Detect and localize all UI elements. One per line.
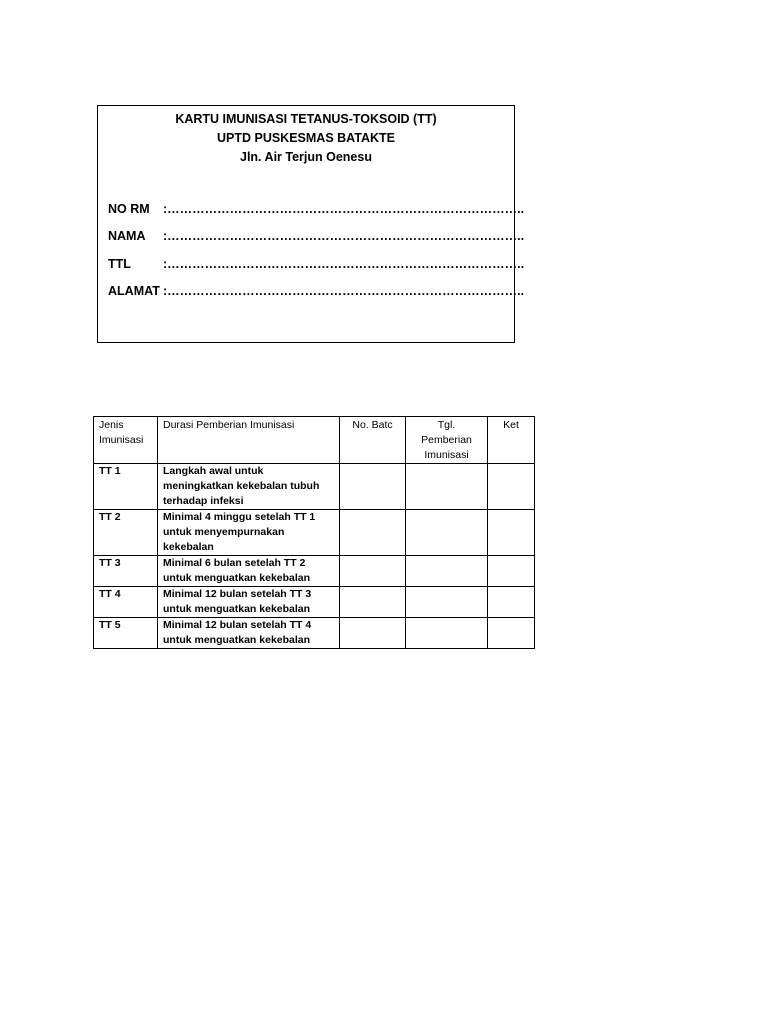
immunization-card xyxy=(97,105,525,343)
cell-durasi: Langkah awal untuk meningkatkan kekebalan tubuh terhadap infeksi xyxy=(158,464,340,510)
header-batch: No. Batc xyxy=(340,417,406,464)
cell-batch[interactable] xyxy=(340,618,406,649)
cell-tgl[interactable] xyxy=(406,587,488,618)
field-value: :………………………………………………………………………….. xyxy=(163,257,525,271)
cell-durasi: Minimal 12 bulan setelah TT 4 untuk menguatkan kekebalan xyxy=(158,618,340,649)
cell-batch[interactable] xyxy=(340,587,406,618)
cell-batch[interactable] xyxy=(340,464,406,510)
cell-durasi: Minimal 6 bulan setelah TT 2 untuk menguatkan kekebalan xyxy=(158,556,340,587)
card-header xyxy=(98,110,514,167)
field-label: ALAMAT xyxy=(108,284,160,298)
table-row xyxy=(94,618,535,649)
cell-tgl[interactable] xyxy=(406,618,488,649)
field-label: NAMA xyxy=(108,229,146,243)
clinic-name: UPTD PUSKESMAS BATAKTE xyxy=(216,131,395,145)
cell-ket[interactable] xyxy=(488,618,535,649)
field-label: TTL xyxy=(108,257,131,271)
cell-jenis: TT 2 xyxy=(94,510,158,556)
table-row xyxy=(94,464,535,510)
cell-durasi: Minimal 12 bulan setelah TT 3 untuk menguatkan kekebalan xyxy=(158,587,340,618)
cell-ket[interactable] xyxy=(488,556,535,587)
cell-ket[interactable] xyxy=(488,510,535,556)
cell-jenis: TT 5 xyxy=(94,618,158,649)
header-ket: Ket xyxy=(488,417,535,464)
field-alamat xyxy=(108,283,524,299)
header-durasi: Durasi Pemberian Imunisasi xyxy=(158,417,340,464)
cell-batch[interactable] xyxy=(340,556,406,587)
cell-jenis: TT 3 xyxy=(94,556,158,587)
immunization-table xyxy=(93,416,535,649)
table-row xyxy=(94,556,535,587)
cell-batch[interactable] xyxy=(340,510,406,556)
field-value: :………………………………………………………………………….. xyxy=(163,229,525,243)
cell-jenis: TT 1 xyxy=(94,464,158,510)
cell-jenis: TT 4 xyxy=(94,587,158,618)
clinic-address: Jln. Air Terjun Oenesu xyxy=(240,150,372,164)
field-value: :………………………………………………………………………….. xyxy=(163,202,525,216)
cell-ket[interactable] xyxy=(488,464,535,510)
header-jenis: Jenis Imunisasi xyxy=(94,417,158,464)
card-title: KARTU IMUNISASI TETANUS-TOKSOID (TT) xyxy=(175,112,437,126)
field-value: :………………………………………………………………………….. xyxy=(163,284,525,298)
field-label: NO RM xyxy=(108,202,150,216)
table-header-row xyxy=(94,417,535,464)
header-tgl: Tgl. Pemberian Imunisasi xyxy=(406,417,488,464)
cell-tgl[interactable] xyxy=(406,510,488,556)
cell-tgl[interactable] xyxy=(406,556,488,587)
field-no-rm xyxy=(108,201,524,217)
cell-durasi: Minimal 4 minggu setelah TT 1 untuk menyempurnakan kekebalan xyxy=(158,510,340,556)
cell-ket[interactable] xyxy=(488,587,535,618)
field-ttl xyxy=(108,256,524,272)
field-nama xyxy=(108,228,524,244)
table-row xyxy=(94,587,535,618)
cell-tgl[interactable] xyxy=(406,464,488,510)
table-row xyxy=(94,510,535,556)
